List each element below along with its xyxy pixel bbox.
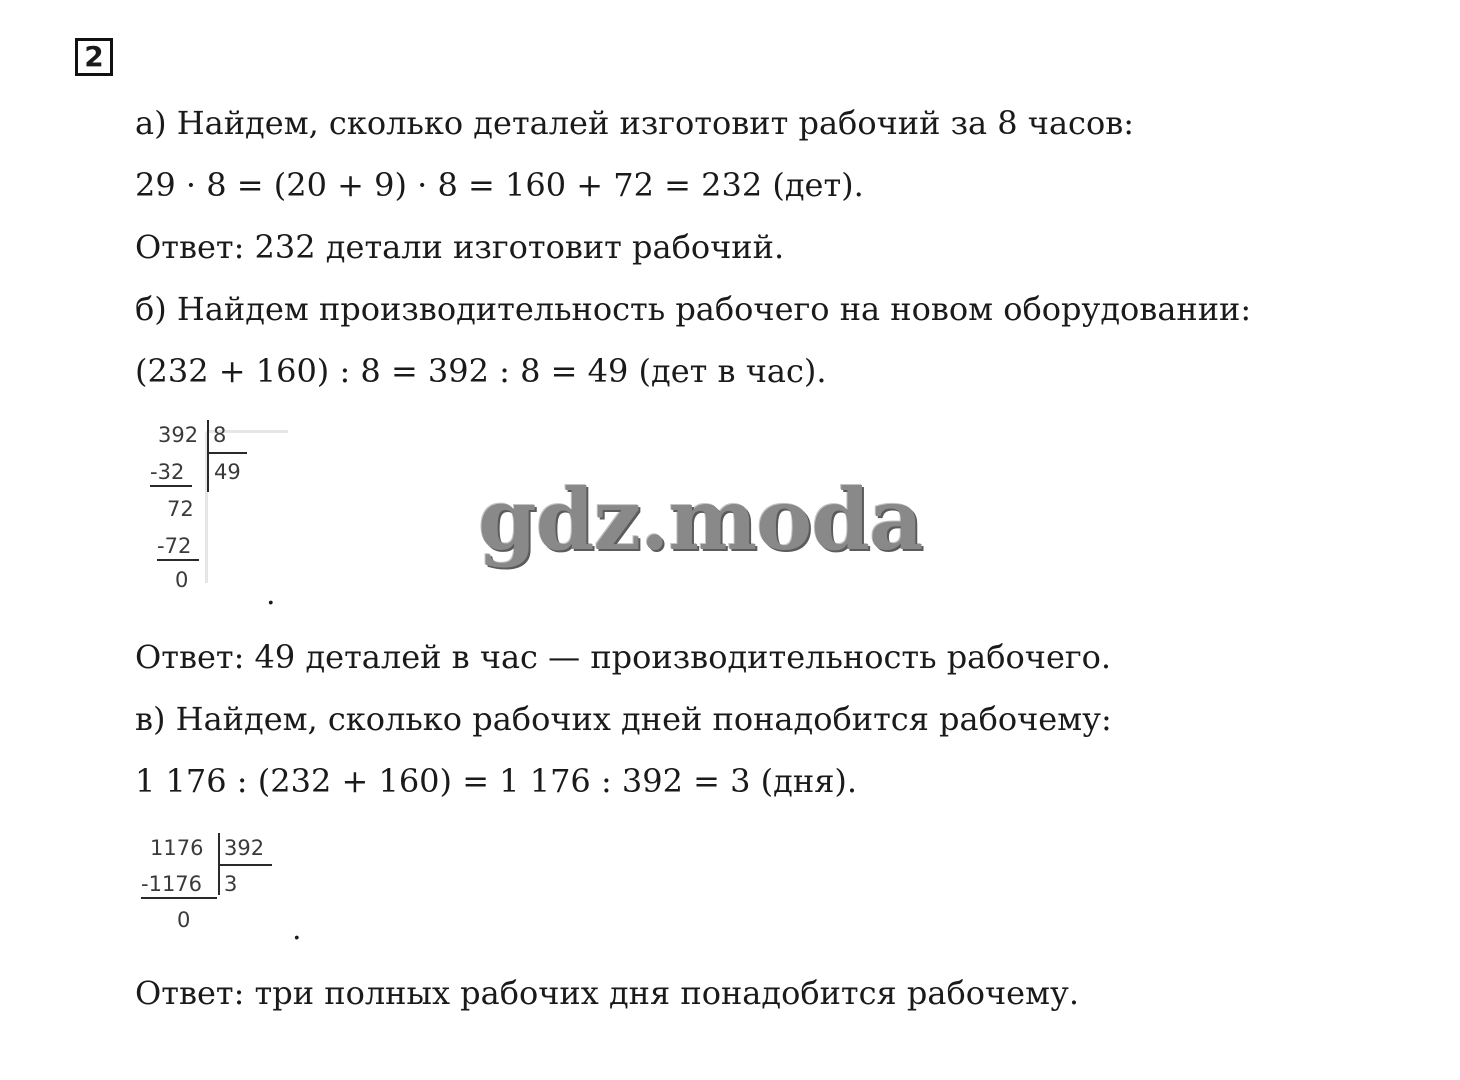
part-c-answer: Ответ: три полных рабочих дня понадобится рабочему.: [135, 974, 1079, 1012]
part-b-answer: Ответ: 49 деталей в час — производительность рабочего.: [135, 638, 1112, 676]
division-trailing-dot: .: [266, 577, 276, 612]
part-a-answer: Ответ: 232 детали изготовит рабочий.: [135, 228, 785, 266]
division-vertical-bar: [207, 420, 209, 492]
task-number-box: 2: [75, 38, 113, 76]
division-2-dividend: 1176: [150, 836, 204, 860]
division-2-step-1-underline: [141, 897, 217, 899]
part-a-intro: а) Найдем, сколько деталей изготовит рабочий за 8 часов:: [135, 104, 1135, 142]
division-divisor: 8: [213, 423, 227, 447]
part-c-intro: в) Найдем, сколько рабочих дней понадобится рабочему:: [135, 700, 1112, 738]
division-step-2-underline: [157, 559, 199, 561]
division-2-result: 0: [177, 908, 191, 932]
division-2-trailing-dot: .: [292, 912, 302, 947]
watermark-logo: gdz.moda: [478, 470, 923, 569]
part-a-calculation: 29 · 8 = (20 + 9) · 8 = 160 + 72 = 232 (дет).: [135, 166, 864, 204]
division-step-1: -32: [150, 460, 185, 484]
division-2-quotient: 3: [224, 872, 238, 896]
division-step-2: -72: [157, 534, 192, 558]
division-remainder-1: 72: [167, 497, 194, 521]
division-quotient: 49: [214, 460, 241, 484]
division-2-step-1: -1176: [141, 872, 203, 896]
division-result: 0: [175, 568, 189, 592]
division-dividend: 392: [158, 423, 199, 447]
division-divisor-underline: [209, 452, 247, 454]
division-step-1-underline: [150, 485, 192, 487]
part-b-intro: б) Найдем производительность рабочего на новом оборудовании:: [135, 290, 1252, 328]
division-2-divisor: 392: [224, 836, 265, 860]
part-b-calculation: (232 + 160) : 8 = 392 : 8 = 49 (дет в час).: [135, 352, 827, 390]
division-2-divisor-underline: [220, 864, 272, 866]
part-c-calculation: 1 176 : (232 + 160) = 1 176 : 392 = 3 (дня).: [135, 762, 858, 800]
